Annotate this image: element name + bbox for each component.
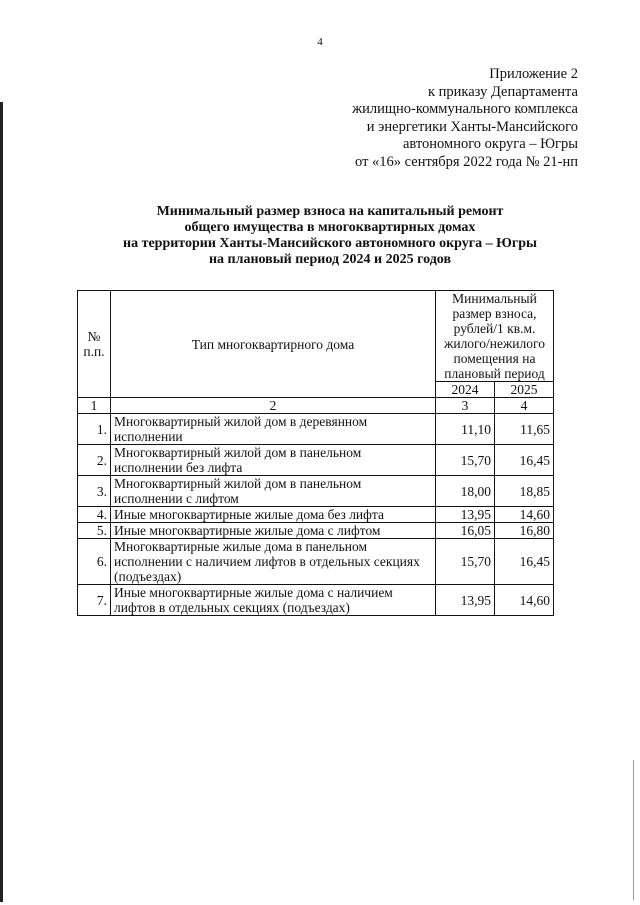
row-value-2025: 16,80: [495, 523, 554, 539]
table-header-row: [78, 291, 554, 382]
row-value-2024: 15,70: [436, 445, 495, 476]
appendix-line: к приказу Департамента: [427, 83, 578, 100]
document-title: [40, 204, 620, 268]
table-row: [78, 507, 554, 523]
title-line: на плановый период 2024 и 2025 годов: [208, 252, 452, 267]
title-line: Минимальный размер взноса на капитальный ремонт: [156, 204, 504, 219]
title-line: общего имущества в многоквартирных домах: [184, 220, 476, 235]
row-number: 2.: [78, 445, 111, 476]
appendix-line: автономного округа – Югры: [402, 136, 578, 152]
row-value-2025: 14,60: [495, 507, 554, 523]
index-cell: 1: [78, 398, 111, 414]
table-row: [78, 476, 554, 507]
row-number: 6.: [78, 539, 111, 585]
row-value-2025: 16,45: [495, 539, 554, 585]
appendix-line: и энергетики Ханты-Мансийского: [366, 118, 578, 135]
table-row: [78, 539, 554, 585]
index-cell: 2: [111, 398, 436, 414]
table-row: [78, 414, 554, 445]
row-number: 3.: [78, 476, 111, 507]
row-value-2025: 11,65: [495, 414, 554, 445]
row-house-type: Иные многоквартирные жилые дома с наличием лифтов в отдельных секциях (подъездах): [111, 585, 436, 616]
appendix-line: от «16» сентября 2022 года № 21-нп: [355, 153, 578, 170]
row-value-2024: 13,95: [436, 585, 495, 616]
row-house-type: Многоквартирный жилой дом в деревянном исполнении: [111, 414, 436, 445]
header-number: № п.п.: [78, 291, 111, 398]
row-value-2024: 13,95: [436, 507, 495, 523]
row-value-2024: 11,10: [436, 414, 495, 445]
header-house-type: Тип многоквартирного дома: [111, 291, 436, 398]
table-row: [78, 445, 554, 476]
table-index-row: [78, 398, 554, 414]
scan-margin-line: [0, 102, 3, 902]
row-value-2024: 16,05: [436, 523, 495, 539]
header-fee: Минимальный размер взноса, рублей/1 кв.м. жилого/нежилого помещения на плановый период: [436, 291, 554, 382]
row-number: 4.: [78, 507, 111, 523]
index-cell: 3: [436, 398, 495, 414]
appendix-line: жилищно-коммунального комплекса: [352, 101, 578, 117]
row-value-2024: 18,00: [436, 476, 495, 507]
row-house-type: Многоквартирный жилой дом в панельном исполнении без лифта: [111, 445, 436, 476]
title-line: на территории Ханты-Мансийского автономного округа – Югры: [123, 236, 537, 251]
row-value-2025: 18,85: [495, 476, 554, 507]
appendix-line: Приложение 2: [489, 66, 578, 82]
fees-table: [77, 290, 554, 616]
row-house-type: Многоквартирные жилые дома в панельном исполнении с наличием лифтов в отдельных секциях (подъездах): [111, 539, 436, 585]
scan-edge-line: [633, 760, 634, 900]
appendix-block: [352, 66, 578, 171]
row-value-2024: 15,70: [436, 539, 495, 585]
index-cell: 4: [495, 398, 554, 414]
row-value-2025: 14,60: [495, 585, 554, 616]
row-house-type: Многоквартирный жилой дом в панельном исполнении с лифтом: [111, 476, 436, 507]
header-year-2025: 2025: [495, 382, 554, 398]
row-house-type: Иные многоквартирные жилые дома с лифтом: [111, 523, 436, 539]
table-row: [78, 523, 554, 539]
table-row: [78, 585, 554, 616]
row-value-2025: 16,45: [495, 445, 554, 476]
row-house-type: Иные многоквартирные жилые дома без лифта: [111, 507, 436, 523]
row-number: 7.: [78, 585, 111, 616]
row-number: 1.: [78, 414, 111, 445]
header-year-2024: 2024: [436, 382, 495, 398]
page-number: 4: [317, 36, 323, 48]
row-number: 5.: [78, 523, 111, 539]
